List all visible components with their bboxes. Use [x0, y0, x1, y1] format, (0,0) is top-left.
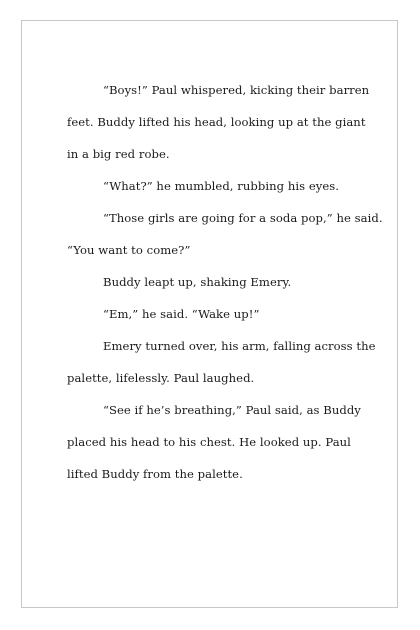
- text-line: placed his head to his chest. He looked up. Paul: [67, 435, 351, 449]
- text-line: “Boys!” Paul whispered, kicking their barren: [103, 83, 370, 97]
- text-line: lifted Buddy from the palette.: [67, 467, 243, 481]
- text-line: “Those girls are going for a soda pop,” he said.: [103, 211, 383, 225]
- text-line: “See if he’s breathing,” Paul said, as Buddy: [103, 403, 361, 417]
- text-line: in a big red robe.: [67, 147, 170, 161]
- text-line: “What?” he mumbled, rubbing his eyes.: [103, 179, 339, 193]
- text-line: palette, lifelessly. Paul laughed.: [67, 371, 255, 385]
- text-line: Emery turned over, his arm, falling across the: [103, 339, 376, 353]
- document-page: [21, 20, 398, 608]
- text-line: “Em,” he said. “Wake up!”: [103, 307, 260, 321]
- text-line: Buddy leapt up, shaking Emery.: [103, 275, 292, 289]
- text-line: feet. Buddy lifted his head, looking up at the giant: [67, 115, 366, 129]
- text-line: “You want to come?”: [67, 243, 191, 257]
